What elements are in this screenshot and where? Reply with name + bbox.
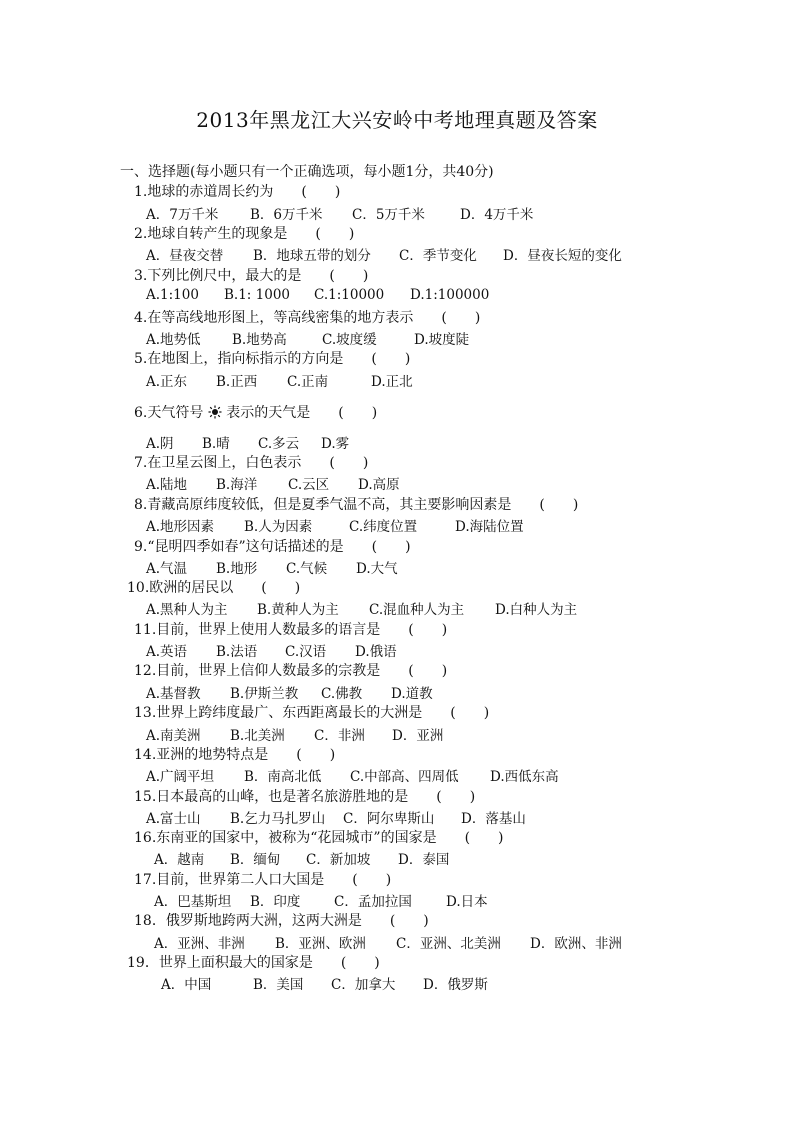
option-d: D．欧洲、非洲 — [530, 936, 622, 952]
option-a: A.1:100 — [146, 287, 199, 303]
option-b: B．6万千米 — [250, 207, 323, 223]
option-c: C.多云 — [258, 436, 300, 452]
option-c: C.坡度缓 — [322, 332, 377, 348]
option-b: B.地势高 — [232, 332, 287, 348]
option-d: D．俄罗斯 — [423, 977, 488, 993]
option-a: A．中国 — [161, 977, 212, 993]
option-d: D.日本 — [446, 894, 488, 910]
option-d: D．泰国 — [398, 852, 450, 868]
option-c: C.云区 — [288, 477, 330, 493]
options-2 — [146, 244, 622, 264]
option-a: A．巴基斯坦 — [154, 894, 232, 910]
options-3 — [146, 287, 489, 303]
option-c: C.1:10000 — [314, 287, 385, 303]
question-19: 19．世界上面积最大的国家是 ( ) — [127, 955, 380, 971]
question-3: 3.下列比例尺中，最大的是 ( ) — [134, 268, 369, 284]
question-6-stem-pre: 6.天气符号 — [134, 405, 204, 421]
option-c: C．亚洲、北美洲 — [396, 936, 501, 952]
question-17: 17.目前，世界第二人口大国是 ( ) — [134, 872, 392, 888]
option-b: B.法语 — [216, 644, 258, 660]
option-b: B.北美洲 — [230, 728, 285, 744]
question-9: 9.“昆明四季如春”这句话描述的是 ( ) — [134, 539, 411, 555]
option-c: C．5万千米 — [352, 207, 425, 223]
option-a: A．7万千米 — [146, 207, 219, 223]
options-16 — [154, 848, 449, 868]
question-8: 8.青藏高原纬度较低，但是夏季气温不高，其主要影响因素是 ( ) — [134, 497, 579, 513]
option-c: C．阿尔卑斯山 — [343, 811, 435, 827]
options-14 — [146, 765, 559, 785]
option-d: D.雾 — [321, 436, 350, 452]
option-b: B.1: 1000 — [224, 287, 290, 303]
option-c: C．加拿大 — [331, 977, 396, 993]
option-d: D.道教 — [391, 686, 433, 702]
question-6-stem-post: 表示的天气是 ( ) — [226, 405, 378, 421]
question-7: 7.在卫星云图上，白色表示 ( ) — [134, 455, 369, 471]
options-1 — [146, 203, 533, 223]
option-d: D.高原 — [358, 477, 400, 493]
option-a: A.基督教 — [146, 686, 201, 702]
option-d: D.1:100000 — [410, 287, 490, 303]
option-a: A.气温 — [146, 561, 188, 577]
options-11 — [146, 640, 397, 660]
option-b: B.人为因素 — [244, 519, 313, 535]
question-2: 2.地球自转产生的现象是 ( ) — [134, 226, 355, 242]
option-c: C.正南 — [287, 374, 329, 390]
options-15 — [146, 807, 526, 827]
question-4: 4.在等高线地形图上，等高线密集的地方表示 ( ) — [134, 310, 481, 326]
option-a: A．昼夜交替 — [146, 248, 224, 264]
option-a: A.陆地 — [146, 477, 188, 493]
option-a: A.南美洲 — [146, 728, 201, 744]
option-c: C.纬度位置 — [349, 519, 418, 535]
option-d: D.正北 — [371, 374, 413, 390]
options-6 — [146, 432, 349, 452]
options-4 — [146, 328, 469, 348]
option-b: B．印度 — [250, 894, 301, 910]
question-16: 16.东南亚的国家中，被称为“花园城市”的国家是 ( ) — [134, 830, 504, 846]
page-title: 2013年黑龙江大兴安岭中考地理真题及答案 — [196, 108, 598, 132]
option-d: D.西低东高 — [490, 769, 559, 785]
option-d: D.坡度陡 — [414, 332, 470, 348]
option-d: D．亚洲 — [392, 728, 444, 744]
option-a: A.地势低 — [146, 332, 201, 348]
option-d: D.俄语 — [355, 644, 397, 660]
option-d: D.海陆位置 — [455, 519, 524, 535]
question-14: 14.亚洲的地势特点是 ( ) — [134, 747, 336, 763]
option-d: D.白种人为主 — [495, 602, 578, 618]
option-c: C.中部高、四周低 — [350, 769, 459, 785]
options-10 — [146, 598, 577, 618]
option-c: C．非洲 — [314, 728, 365, 744]
sun-icon — [208, 405, 222, 419]
option-c: C.混血种人为主 — [369, 602, 465, 618]
option-b: B．亚洲、欧洲 — [275, 936, 366, 952]
question-10: 10.欧洲的居民以 ( ) — [127, 580, 301, 596]
options-7 — [146, 473, 400, 493]
option-b: B．缅甸 — [230, 852, 281, 868]
options-13 — [146, 724, 443, 744]
options-5 — [146, 370, 413, 390]
option-a: A.广阔平坦 — [146, 769, 215, 785]
option-d: D．昼夜长短的变化 — [503, 248, 622, 264]
option-d: D．落基山 — [461, 811, 526, 827]
option-d: D.大气 — [356, 561, 398, 577]
option-c: C．新加坡 — [306, 852, 371, 868]
option-b: B．南高北低 — [244, 769, 322, 785]
option-b: B.晴 — [202, 436, 230, 452]
option-a: A.英语 — [146, 644, 188, 660]
option-b: B.海洋 — [216, 477, 258, 493]
options-12 — [146, 682, 433, 702]
options-8 — [146, 515, 524, 535]
options-17 — [154, 890, 488, 910]
section-heading: 一、选择题(每小题只有一个正确选项，每小题1分，共40分) — [120, 164, 494, 180]
option-a: A.阴 — [146, 436, 174, 452]
option-c: C.汉语 — [285, 644, 327, 660]
option-a: A.正东 — [146, 374, 188, 390]
option-a: A.富士山 — [146, 811, 201, 827]
question-1: 1.地球的赤道周长约为 ( ) — [134, 184, 341, 200]
option-a: A.地形因素 — [146, 519, 215, 535]
option-b: B.乞力马扎罗山 — [230, 811, 326, 827]
question-13: 13.世界上跨纬度最广、东西距离最长的大洲是 ( ) — [134, 705, 490, 721]
option-d: D．4万千米 — [460, 207, 534, 223]
option-b: B.地形 — [216, 561, 258, 577]
question-15: 15.日本最高的山峰，也是著名旅游胜地的是 ( ) — [134, 789, 476, 805]
options-9 — [146, 557, 398, 577]
option-a: A．亚洲、非洲 — [154, 936, 245, 952]
option-b: B．地球五带的划分 — [253, 248, 371, 264]
option-b: B.黄种人为主 — [257, 602, 339, 618]
option-b: B.伊斯兰教 — [230, 686, 299, 702]
question-18: 18．俄罗斯地跨两大洲，这两大洲是 ( ) — [134, 913, 429, 929]
option-b: B.正西 — [216, 374, 258, 390]
option-b: B．美国 — [253, 977, 304, 993]
option-a: A．越南 — [154, 852, 205, 868]
option-c: C.佛教 — [321, 686, 363, 702]
option-c: C.气候 — [286, 561, 328, 577]
question-11: 11.目前，世界上使用人数最多的语言是 ( ) — [134, 622, 448, 638]
question-12: 12.目前，世界上信仰人数最多的宗教是 ( ) — [134, 663, 448, 679]
option-c: C．季节变化 — [399, 248, 477, 264]
option-c: C．孟加拉国 — [334, 894, 412, 910]
question-6 — [134, 402, 377, 422]
options-18 — [154, 932, 622, 952]
option-a: A.黑种人为主 — [146, 602, 228, 618]
question-5: 5.在地图上，指向标指示的方向是 ( ) — [134, 351, 411, 367]
options-19 — [161, 973, 488, 993]
